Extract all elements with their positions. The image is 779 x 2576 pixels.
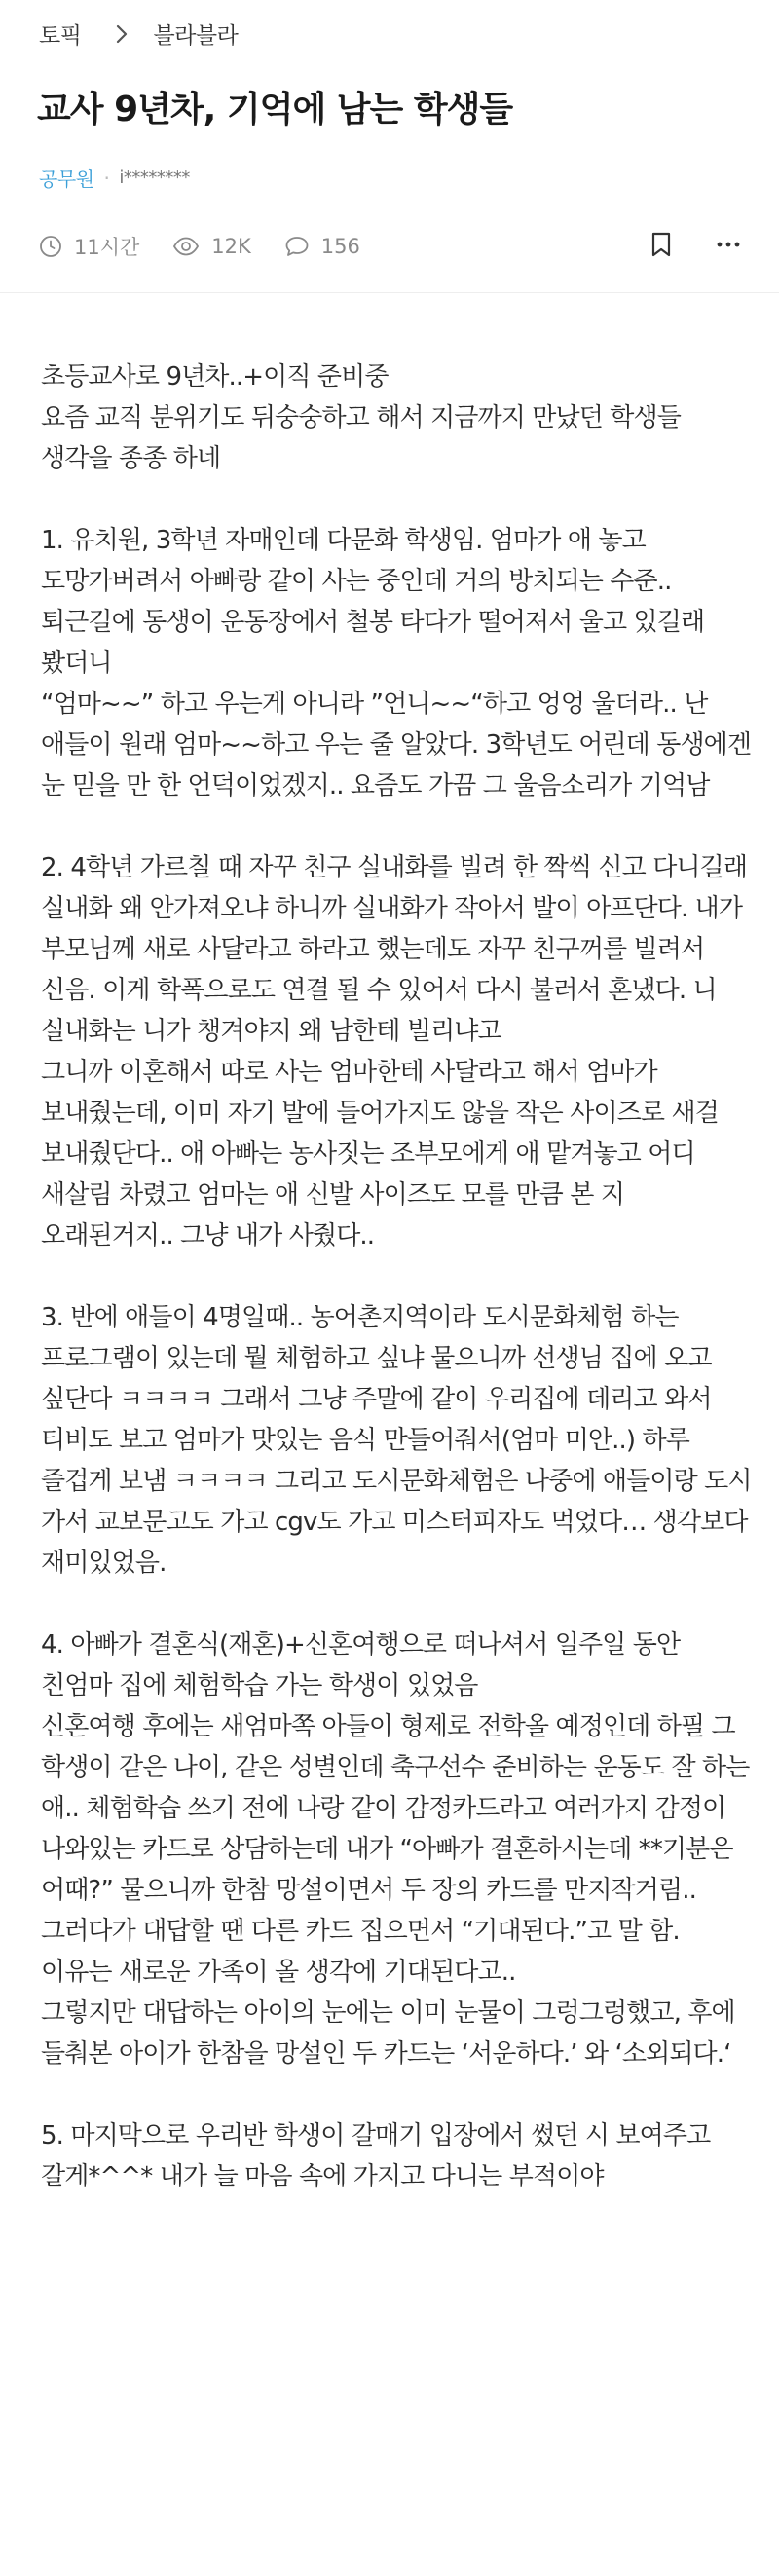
meta-time-text: 11시간 xyxy=(74,236,140,259)
post-body xyxy=(41,356,757,2238)
body-story-5 xyxy=(41,2115,757,2197)
bookmark-icon xyxy=(650,232,672,257)
chevron-right-icon xyxy=(116,24,128,44)
body-story-4 xyxy=(41,1624,757,2074)
speech-bubble-icon xyxy=(284,235,310,258)
body-story-1 xyxy=(41,520,757,806)
bookmark-button[interactable] xyxy=(650,232,672,257)
meta-time xyxy=(39,232,139,261)
body-line: 요즘 교직 분위기도 뒤숭숭하고 해서 지금까지 만났던 학생들 생각을 종종 하네 xyxy=(41,403,681,473)
meta-comments-text: 156 xyxy=(320,235,360,258)
body-line: “엄마~~” 하고 우는게 아니라 ”언니~~“하고 엉엉 울더라.. 난 애들이 원래 엄마~~하고 우는 줄 알았다. 3학년도 어린데 동생에겐 눈 믿을 만 한 언덕이었겠지.. 요즘도 가끔 그 울음소리가 기억남 xyxy=(41,690,752,801)
author-info xyxy=(39,164,190,192)
author-nickname: i******** xyxy=(119,168,190,188)
meta-comments[interactable] xyxy=(284,235,360,258)
body-line: 그렇지만 대답하는 아이의 눈에는 이미 눈물이 그렁그렁했고, 후에 들춰본 아이가 한참을 망설인 두 카드는 ‘서운하다.’ 와 ‘소외되다.‘ xyxy=(41,1998,735,2069)
body-line: 퇴근길에 동생이 운동장에서 철봉 타다가 떨어져서 울고 있길래 봤더니 xyxy=(41,608,705,678)
body-line: 3. 반에 애들이 4명일때.. 농어촌지역이라 도시문화체험 하는 프로그램이 있는데 뭘 체험하고 싶냐 물으니까 선생님 집에 오고 싶단다 ㅋㅋㅋㅋ 그래서 그냥 주말에 같이 우리집에 데리고 와서 티비도 보고 엄마가 맛있는 음식 만들어줘서(엄마 미안..) 하루 즐겁게 보냄 ㅋㅋㅋㅋ 그리고 도시문화체험은 나중에 애들이랑 도시 가서 교보문고도 가고 cgv도 가고 미스터피자도 먹었다… 생각보다 재미있었음. xyxy=(41,1303,752,1578)
header-divider xyxy=(0,292,779,293)
body-line: 2. 4학년 가르칠 때 자꾸 친구 실내화를 빌려 한 짝씩 신고 다니길래 실내화 왜 안가져오냐 하니까 실내화가 작아서 발이 아프단다. 내가 부모님께 새로 사달라고 하라고 했는데도 자꾸 친구꺼를 빌려서 신음. 이게 학폭으로도 연결 될 수 있어서 다시 불러서 혼냈다. 니 실내화는 니가 챙겨야지 왜 남한테 빌리냐고 xyxy=(41,853,748,1046)
author-separator: · xyxy=(103,166,110,190)
meta-views xyxy=(172,235,251,258)
post-actions xyxy=(650,232,740,257)
body-line: 그니까 이혼해서 따로 사는 엄마한테 사달라고 해서 엄마가 보내줬는데, 이미 자기 발에 들어가지도 않을 작은 사이즈로 새걸 보내줬단다.. 애 아빠는 농사짓는 조부모에게 애 맡겨놓고 어디 새살림 차렸고 엄마는 애 신발 사이즈도 모를 만큼 본 지 오래된거지.. 그냥 내가 사줬다.. xyxy=(41,1058,719,1251)
breadcrumb-board[interactable]: 블라블라 xyxy=(153,23,239,49)
body-story-3 xyxy=(41,1297,757,1584)
meta-views-text: 12K xyxy=(211,235,251,258)
more-dots-icon xyxy=(717,241,740,248)
body-line: 1. 유치원, 3학년 자매인데 다문화 학생임. 엄마가 애 놓고 도망가버려서 아빠랑 같이 사는 중인데 거의 방치되는 수준.. xyxy=(41,526,672,596)
breadcrumb-topic[interactable]: 토픽 xyxy=(39,23,82,49)
body-story-2 xyxy=(41,847,757,1256)
author-company[interactable]: 공무원 xyxy=(39,168,94,191)
body-line: 초등교사로 9년차..+이직 준비중 xyxy=(41,362,389,392)
more-button[interactable] xyxy=(717,241,740,248)
breadcrumb xyxy=(39,18,238,50)
post-title: 교사 9년차, 기억에 남는 학생들 xyxy=(37,90,513,130)
body-line: 5. 마지막으로 우리반 학생이 갈매기 입장에서 썼던 시 보여주고 갈게*^^* 내가 늘 마음 속에 가지고 다니는 부적이야 xyxy=(41,2121,711,2191)
body-intro xyxy=(41,356,757,479)
eye-icon xyxy=(172,235,200,258)
post-meta xyxy=(39,232,393,261)
body-line: 4. 아빠가 결혼식(재혼)+신혼여행으로 떠나셔서 일주일 동안 친엄마 집에 체험학습 가는 학생이 있었음 xyxy=(41,1630,681,1700)
body-line: 신혼여행 후에는 새엄마쪽 아들이 형제로 전학올 예정인데 하필 그 학생이 같은 나이, 같은 성별인데 축구선수 준비하는 운동도 잘 하는 애.. 체험학습 쓰기 전에 나랑 같이 감정카드라고 여러가지 감정이 나와있는 카드로 상담하는데 내가 “아빠가 결혼하시는데 **기분은 어때?” 물으니까 한참 망설이면서 두 장의 카드를 만지작거림.. 그러다가 대답할 땐 다른 카드 집으면서 “기대된다.”고 말 함. 이유는 새로운 가족이 올 생각에 기대된다고.. xyxy=(41,1712,750,1987)
clock-icon xyxy=(39,235,62,258)
